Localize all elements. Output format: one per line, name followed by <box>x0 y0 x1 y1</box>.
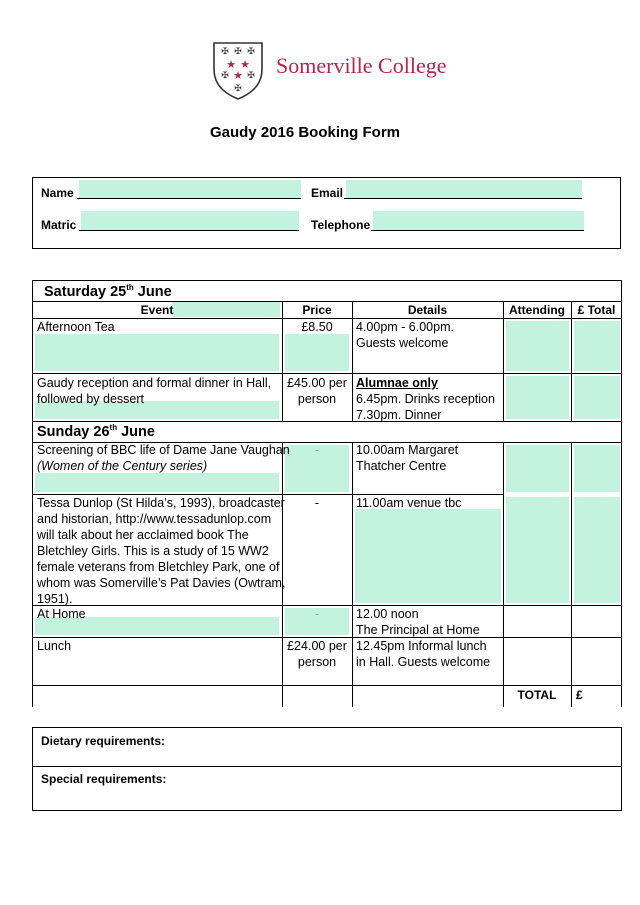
col-header-price: Price <box>302 303 332 317</box>
svg-text:✠: ✠ <box>234 84 242 94</box>
event-details: 7.30pm. Dinner <box>356 408 442 422</box>
event-name: followed by dessert <box>37 392 145 406</box>
event-price: - <box>314 496 320 510</box>
dietary-requirements-label: Dietary requirements: <box>41 734 166 748</box>
event-details: 10.00am Margaret <box>356 443 459 457</box>
grand-total-field[interactable]: £ <box>576 688 583 702</box>
attending-field[interactable] <box>506 445 569 492</box>
event-details: The Principal at Home <box>356 623 480 637</box>
total-field[interactable] <box>574 376 620 419</box>
row-rule <box>32 685 622 686</box>
events-table <box>32 280 622 707</box>
event-details: Guests welcome <box>356 336 449 350</box>
svg-text:✠: ✠ <box>247 47 255 57</box>
email-underline <box>344 182 582 199</box>
event-name: Screening of BBC life of Dame Jane Vaughan <box>37 443 290 457</box>
total-field[interactable] <box>574 497 620 603</box>
event-name: Lunch <box>37 639 72 653</box>
svg-text:✠: ✠ <box>221 47 229 57</box>
event-name: 1951). <box>37 592 73 606</box>
svg-text:★: ★ <box>233 69 243 82</box>
svg-text:✠: ✠ <box>247 71 255 81</box>
personal-details-box <box>32 177 621 249</box>
svg-text:★: ★ <box>226 58 236 71</box>
col-header-details: Details <box>407 303 448 317</box>
event-details: 4.00pm - 6.00pm. <box>356 320 454 334</box>
attending-field[interactable] <box>506 497 569 603</box>
event-name: female veterans from Bletchley Park, one of <box>37 560 280 574</box>
event-name: whom was Somerville’s Pat Davies (Owtram, <box>37 576 286 590</box>
event-details: in Hall. Guests welcome <box>356 655 491 669</box>
name-label: Name <box>41 186 74 200</box>
col-header-total: £ Total <box>577 303 616 317</box>
svg-text:✠: ✠ <box>234 47 242 57</box>
matric-label: Matric <box>41 218 77 232</box>
event-price: £24.00 per <box>287 639 347 653</box>
event-price: person <box>297 655 337 669</box>
event-price: £8.50 <box>301 320 333 334</box>
attending-field[interactable] <box>506 321 569 371</box>
total-field[interactable] <box>574 445 620 492</box>
event-name: At Home <box>37 607 86 621</box>
requirements-divider <box>33 766 621 767</box>
name-underline <box>77 182 301 199</box>
event-price: £45.00 per <box>287 376 347 390</box>
event-price: person <box>297 392 337 406</box>
svg-text:✠: ✠ <box>221 71 229 81</box>
alumnae-only-note: Alumnae only <box>356 376 438 390</box>
event-name: and historian, http://www.tessadunlop.com <box>37 512 272 526</box>
total-label: TOTAL <box>517 688 557 702</box>
col-rule <box>352 442 353 707</box>
email-label: Email <box>311 186 344 200</box>
row-rule <box>32 373 622 374</box>
event-details: 12.45pm Informal lunch <box>356 639 487 653</box>
svg-text:★: ★ <box>240 58 250 71</box>
special-requirements-label: Special requirements: <box>41 772 167 786</box>
event-name: Gaudy reception and formal dinner in Hall, <box>37 376 272 390</box>
form-title: Gaudy 2016 Booking Form <box>209 124 401 141</box>
matric-underline <box>79 214 299 231</box>
row-rule <box>32 421 622 422</box>
requirements-box <box>32 727 622 811</box>
event-name: Bletchley Girls. This is a study of 15 WW2 <box>37 544 269 558</box>
sunday-heading: Sunday 26th June <box>37 423 155 440</box>
total-field[interactable] <box>574 321 620 371</box>
telephone-underline <box>371 214 584 231</box>
col-rule <box>571 301 572 421</box>
col-header-attending: Attending <box>509 303 565 317</box>
event-details: 12.00 noon <box>356 607 419 621</box>
telephone-label: Telephone <box>311 218 371 232</box>
event-name: will talk about her acclaimed book The <box>37 528 249 542</box>
col-rule <box>352 301 353 421</box>
event-fill <box>35 473 279 492</box>
event-details: 6.45pm. Drinks reception <box>356 392 495 406</box>
col-header-event: Event <box>140 303 174 317</box>
details-fill <box>355 509 501 603</box>
event-name: (Women of the Century series) <box>37 459 208 473</box>
col-rule <box>503 301 504 421</box>
event-price: - <box>314 607 320 621</box>
event-details: Thatcher Centre <box>356 459 447 473</box>
saturday-heading: Saturday 25th June <box>44 283 172 300</box>
college-name: Somerville College <box>276 53 447 78</box>
event-price: - <box>314 443 320 457</box>
col-rule <box>571 442 572 707</box>
attending-field[interactable] <box>506 376 569 419</box>
price-fill <box>285 334 349 371</box>
college-crest-icon <box>212 41 264 101</box>
event-name: Tessa Dunlop (St Hilda’s, 1993), broadcaster <box>37 496 285 510</box>
event-name: Afternoon Tea <box>37 320 115 334</box>
event-details: 11.00am venue tbc <box>356 496 462 510</box>
event-fill <box>35 334 279 371</box>
col-rule <box>503 442 504 707</box>
